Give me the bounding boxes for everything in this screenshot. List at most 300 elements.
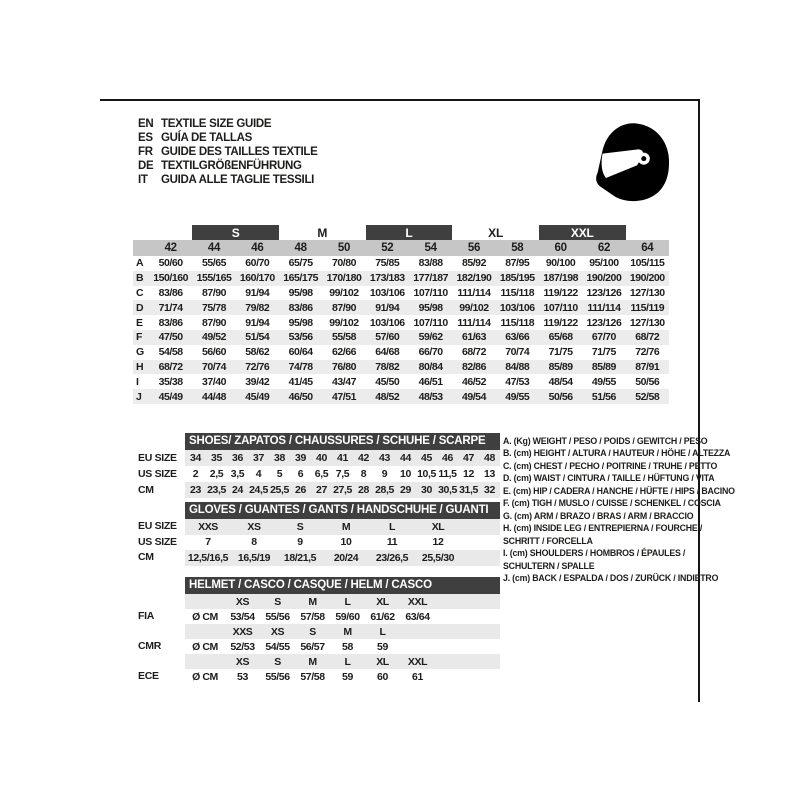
legend-item: G. (cm) ARM / BRAZO / BRAS / ARM / BRACCIO [503, 510, 694, 521]
cell: 53/56 [279, 330, 322, 345]
row-letter: J [133, 389, 149, 404]
language-row [138, 145, 318, 159]
cell: 57/58 [300, 610, 325, 623]
cell: 68/72 [149, 360, 192, 375]
table-row [133, 389, 669, 404]
cell: 67/70 [582, 330, 625, 345]
cell: XXS [232, 625, 253, 638]
legend-item: A. (Kg) WEIGHT / PESO / POIDS / GEWITCH / PESO [503, 436, 708, 446]
cell: XXS [198, 520, 218, 533]
table-row [133, 271, 669, 286]
gloves-section [138, 502, 500, 566]
cell: 99/102 [329, 286, 359, 299]
legend-item: J. (cm) BACK / ESPALDA / DOS / ZURÜCK / INDIETRO [503, 572, 719, 583]
cell: 80/84 [409, 360, 452, 375]
cell: 74/78 [279, 360, 322, 375]
cell: 8 [360, 468, 367, 480]
cell [626, 225, 669, 240]
cell: 99/102 [452, 300, 495, 315]
cell: 150/160 [149, 271, 192, 286]
legend-item: B. (cm) HEIGHT / ALTURA / HAUTEUR / HÖHE / ALTEZZA [503, 448, 731, 459]
cell: 107/110 [539, 300, 582, 315]
cell: L [344, 655, 351, 668]
cell: 55/58 [322, 330, 365, 345]
row-letter: F [133, 330, 149, 345]
cell: 82/86 [452, 360, 495, 375]
language-label: TEXTILE SIZE GUIDE [161, 118, 272, 130]
cell: 12 [463, 468, 474, 480]
cell: 72/76 [236, 360, 279, 375]
cell: 12 [432, 536, 444, 549]
shoes-row-labels [138, 433, 185, 498]
cell: M [343, 625, 352, 638]
language-label: GUIDA ALLE TAGLIE TESSILI [161, 174, 315, 186]
size-col-header: 48 [279, 240, 322, 256]
row-letter: H [133, 360, 149, 375]
cell: 68/72 [626, 330, 669, 345]
cell: 99/102 [329, 316, 359, 329]
cell: 56/57 [300, 640, 325, 653]
cell: 45/49 [149, 389, 192, 404]
cell: 61/63 [452, 330, 495, 345]
cell: 50/56 [635, 375, 660, 388]
cell: 115/118 [500, 286, 535, 299]
row-label: US SIZE [138, 535, 177, 548]
cell: 56/60 [201, 346, 226, 359]
cell: 107/110 [413, 316, 448, 329]
cell: 61 [412, 670, 423, 683]
cell: 43/47 [331, 375, 356, 388]
diameter-label: Ø CM [192, 640, 218, 653]
measurement-legend [503, 435, 735, 584]
cell: 12,5/16,5 [187, 551, 229, 564]
cell: 155/165 [192, 271, 235, 286]
language-code: IT [138, 174, 148, 186]
cell: 7 [205, 536, 211, 549]
cell: 170/180 [322, 271, 365, 286]
cell: 47/50 [149, 330, 192, 345]
cell: 50/56 [539, 389, 582, 404]
cell: XXL [407, 655, 428, 668]
size-col-header: 62 [582, 240, 625, 256]
cell: 27,5 [333, 484, 352, 496]
cell: 9 [381, 468, 388, 480]
size-col-header: 46 [236, 240, 279, 256]
table-row [133, 256, 669, 271]
cell: 111/114 [582, 300, 625, 315]
cell: 53 [237, 670, 248, 683]
cell: 7,5 [335, 468, 350, 480]
cell: 10 [400, 468, 411, 480]
cell: 11 [386, 536, 398, 549]
row-letter: C [136, 286, 144, 299]
cell: 187/198 [539, 271, 582, 286]
cell: 173/183 [366, 271, 409, 286]
cell: 60/64 [288, 346, 313, 359]
cell: 185/195 [496, 271, 539, 286]
cell: 23,5 [207, 484, 226, 496]
legend-item: F. (cm) TIGH / MUSLO / CUISSE / SCHENKEL / COSCIA [503, 498, 721, 509]
cell: XXL [407, 595, 428, 608]
cell: 111/114 [457, 286, 491, 299]
helmet-size-row [185, 594, 500, 609]
cell: 87/90 [322, 300, 365, 315]
spacer [138, 594, 185, 609]
table-row [133, 300, 669, 315]
helmet-icon [590, 116, 674, 208]
cell: 25,5 [270, 484, 289, 496]
cell: 28,5 [375, 484, 394, 496]
cell: 41 [337, 452, 348, 464]
cell: 55/56 [265, 610, 290, 623]
cell: 48/54 [548, 375, 573, 388]
cell: 10 [340, 536, 352, 549]
cell: 52/58 [626, 389, 669, 404]
size-col-header: 42 [149, 240, 192, 256]
cell: 65/75 [288, 257, 313, 270]
cell: 39 [295, 452, 306, 464]
language-row [138, 131, 318, 145]
row-letter: G [136, 346, 145, 359]
cell: M [341, 520, 351, 533]
spacer [138, 577, 185, 594]
cell: 20/24 [333, 551, 359, 564]
cell: 91/94 [245, 316, 270, 329]
language-label: GUIDE DES TAILLES TEXTILE [161, 146, 318, 158]
cell: 182/190 [452, 271, 495, 286]
cell: 28 [358, 484, 369, 496]
cell: 10,5 [417, 468, 436, 480]
cell: 64/68 [375, 346, 400, 359]
cell: 70/80 [331, 257, 356, 270]
cell: 75/78 [192, 300, 235, 315]
language-row [138, 159, 318, 173]
cell: 54/55 [265, 640, 290, 653]
cell: 83/86 [158, 316, 183, 329]
row-letter: A [136, 257, 144, 270]
cell: 45/49 [236, 389, 279, 404]
cell: 23/26,5 [375, 551, 409, 564]
shoes-table-title: SHOES/ ZAPATOS / CHAUSSURES / SCHUHE / SCARPE [185, 433, 500, 450]
cell: 47 [463, 452, 474, 464]
row-label: US SIZE [138, 468, 177, 480]
row-label: CM [138, 551, 154, 563]
cell: 95/100 [589, 257, 619, 270]
cell: XL [376, 595, 389, 608]
size-col-header: 58 [496, 240, 539, 256]
cell: XS [235, 595, 250, 608]
cell: L [388, 520, 395, 533]
cell: 43 [379, 452, 390, 464]
size-band-xl: XL [488, 225, 504, 240]
cell: XS [247, 520, 261, 533]
cell: 71/75 [591, 346, 616, 359]
cell: 95/98 [288, 286, 313, 299]
table-row [185, 609, 500, 624]
table-row [185, 466, 500, 482]
cell [133, 225, 192, 240]
cell: 75/85 [375, 257, 400, 270]
cell: 62/66 [331, 346, 356, 359]
table-row [185, 519, 500, 535]
cell: 53/54 [230, 610, 255, 623]
cell: 9 [297, 536, 303, 549]
cell: 45 [421, 452, 432, 464]
size-band-xxl: XXL [539, 225, 626, 240]
diameter-label: Ø CM [192, 670, 218, 683]
cell: 87/90 [201, 316, 226, 329]
size-col-header: 50 [322, 240, 365, 256]
table-row [133, 315, 669, 330]
size-number-row [133, 240, 669, 256]
size-col-header: 60 [539, 240, 582, 256]
helmet-table-title: HELMET / CASCO / CASQUE / HELM / CASCO [185, 577, 500, 594]
cell: 103/106 [369, 316, 405, 329]
helmet-table-rows [185, 594, 500, 684]
cell: S [274, 655, 281, 668]
cell: 6,5 [314, 468, 329, 480]
cell: 119/122 [543, 286, 578, 299]
helmet-row-labels [138, 577, 185, 684]
legend-item: D. (cm) WAIST / CINTURA / TAILLE / HÜFTUNG / VITA [503, 473, 715, 484]
spacer [138, 433, 185, 450]
standard-label: ECE [138, 670, 159, 682]
cell: XS [270, 625, 285, 638]
table-row [185, 482, 500, 498]
language-label: GUÍA DE TALLAS [161, 132, 252, 144]
row-label: EU SIZE [138, 520, 177, 532]
cell: 55/56 [265, 670, 290, 683]
table-row [185, 450, 500, 466]
cell: 65/68 [539, 330, 582, 345]
legend-item: E. (cm) HIP / CADERA / HANCHE / HÜFTE / HIPS / BACINO [503, 485, 735, 496]
cell: 48 [484, 452, 495, 464]
cell: 29 [400, 484, 411, 496]
cell: 41/45 [288, 375, 313, 388]
cell: 58 [342, 640, 353, 653]
size-band-m: M [317, 225, 328, 240]
size-band-s: S [192, 225, 279, 240]
cell: 46/50 [279, 389, 322, 404]
cell: 44/48 [192, 389, 235, 404]
cell: 59 [342, 670, 353, 683]
cell: 57/58 [300, 670, 325, 683]
cell: 83/88 [418, 257, 443, 270]
cell: 3,5 [230, 468, 245, 480]
cell: 31,5 [459, 484, 478, 496]
cell: 49/55 [496, 389, 539, 404]
cell: 49/52 [192, 330, 235, 345]
size-col-header: 54 [409, 240, 452, 256]
cell: M [308, 595, 317, 608]
cell: 37/40 [201, 375, 226, 388]
cell: L [344, 595, 351, 608]
table-row [185, 550, 500, 566]
cell: 26 [295, 484, 306, 496]
cell: 35/38 [158, 375, 183, 388]
cell: 70/74 [505, 346, 530, 359]
cell: 91/94 [366, 300, 409, 315]
cell: 47/51 [322, 389, 365, 404]
cell: 52/53 [230, 640, 255, 653]
cell: 48/52 [366, 389, 409, 404]
cell: 30,5 [438, 484, 457, 496]
cell: 6 [297, 468, 304, 480]
cell: 68/72 [461, 346, 486, 359]
cell: S [274, 595, 281, 608]
legend-item: SCHULTERN / SPALLE [503, 560, 595, 571]
cell: 49/55 [591, 375, 616, 388]
cell: 48/53 [409, 389, 452, 404]
legend-item: C. (cm) CHEST / PECHO / POITRINE / TRUHE / PETTO [503, 460, 718, 471]
cell: XS [235, 655, 250, 668]
cell: 46 [442, 452, 453, 464]
cell: 24 [232, 484, 243, 496]
language-code: EN [138, 118, 154, 130]
cell [133, 240, 149, 256]
cell: 59/62 [409, 330, 452, 345]
row-letter: I [136, 375, 139, 388]
language-code: DE [138, 160, 154, 172]
table-row [133, 374, 669, 389]
helmet-size-row [185, 624, 500, 639]
table-row [185, 669, 500, 684]
cell: 30 [421, 484, 432, 496]
cell: 60/70 [245, 257, 270, 270]
cell: 42 [358, 452, 369, 464]
cell: 63/66 [496, 330, 539, 345]
cell: 2,5 [209, 468, 224, 480]
cell: 127/130 [629, 286, 665, 299]
row-label: CM [138, 484, 154, 496]
size-band-l: L [366, 225, 453, 240]
cell: 4 [255, 468, 262, 480]
cell: 59/60 [335, 610, 360, 623]
cell: 71/75 [548, 346, 573, 359]
cell: 44 [400, 452, 411, 464]
size-band-row [133, 225, 669, 240]
cell: 165/175 [279, 271, 322, 286]
standard-label: CMR [138, 640, 162, 652]
cell: 190/200 [626, 271, 669, 286]
standard-label: FIA [138, 610, 155, 622]
cell: 23 [190, 484, 201, 496]
row-letter: B [133, 271, 149, 286]
language-row [138, 173, 318, 187]
gloves-row-labels [138, 502, 185, 566]
cell: 36 [232, 452, 243, 464]
cell: 47/53 [505, 375, 530, 388]
cell: 87/91 [626, 360, 669, 375]
cell: 85/89 [582, 360, 625, 375]
cell: 78/82 [366, 360, 409, 375]
cell: 32 [484, 484, 495, 496]
table-row [133, 345, 669, 360]
helmet-size-row [185, 654, 500, 669]
cell: 103/106 [369, 286, 405, 299]
cell: 85/92 [461, 257, 486, 270]
cell: 11,5 [438, 468, 457, 480]
cell: 76/80 [322, 360, 365, 375]
cell: 115/119 [626, 300, 669, 315]
cell: 55/65 [201, 257, 226, 270]
textile-size-table-body [133, 225, 669, 404]
cell: 105/115 [630, 257, 665, 270]
cell: 177/187 [409, 271, 452, 286]
cell: 61/62 [370, 610, 395, 623]
gloves-table-rows [185, 519, 500, 566]
cell: 34 [190, 452, 201, 464]
cell: 127/130 [629, 316, 665, 329]
shoes-table-rows [185, 450, 500, 498]
language-list [138, 117, 318, 187]
cell: 87/95 [505, 257, 530, 270]
cell: 57/60 [366, 330, 409, 345]
cell: 72/76 [635, 346, 660, 359]
cell: 111/114 [457, 316, 491, 329]
cell: 79/82 [236, 300, 279, 315]
table-row [133, 330, 669, 345]
cell: 50/60 [158, 257, 183, 270]
helmet-section [138, 577, 500, 684]
spacer [138, 654, 185, 669]
row-label: EU SIZE [138, 452, 177, 464]
size-col-header: 44 [192, 240, 235, 256]
cell: 27 [316, 484, 327, 496]
cell: 51/54 [236, 330, 279, 345]
language-label: TEXTILGRÖßENFÜHRUNG [161, 160, 302, 172]
cell: 66/70 [418, 346, 443, 359]
language-code: FR [138, 146, 153, 158]
cell: 8 [251, 536, 257, 549]
cell: 24,5 [249, 484, 268, 496]
size-col-header: 56 [452, 240, 495, 256]
gloves-table-title: GLOVES / GUANTES / GANTS / HANDSCHUHE / GUANTI [185, 502, 500, 519]
cell: 107/110 [413, 286, 448, 299]
textile-size-table [133, 225, 669, 404]
cell: 60 [377, 670, 388, 683]
cell: 83/86 [279, 300, 322, 315]
cell: 38 [274, 452, 285, 464]
cell: 49/54 [452, 389, 495, 404]
cell: 123/126 [586, 316, 622, 329]
cell: 25,5/30 [421, 551, 455, 564]
spacer [138, 502, 185, 519]
cell: 58/62 [245, 346, 270, 359]
cell: 95/98 [409, 300, 452, 315]
language-row [138, 117, 318, 131]
cell: 115/118 [500, 316, 535, 329]
diameter-label: Ø CM [192, 610, 218, 623]
cell: 123/126 [586, 286, 622, 299]
cell: 5 [276, 468, 283, 480]
table-row [133, 286, 669, 301]
legend-item: I. (cm) SHOULDERS / HOMBROS / ÉPAULES / [503, 548, 686, 559]
size-col-header: 52 [366, 240, 409, 256]
shoes-section [138, 433, 500, 498]
cell: 160/170 [236, 271, 279, 286]
cell: 85/89 [539, 360, 582, 375]
cell: 91/94 [245, 286, 270, 299]
cell: 119/122 [543, 316, 578, 329]
table-row [185, 639, 500, 654]
cell: 35 [211, 452, 222, 464]
size-col-header: 64 [626, 240, 669, 256]
cell: 18/21,5 [283, 551, 317, 564]
cell: 51/56 [582, 389, 625, 404]
cell: 59 [377, 640, 388, 653]
cell: 45/50 [375, 375, 400, 388]
